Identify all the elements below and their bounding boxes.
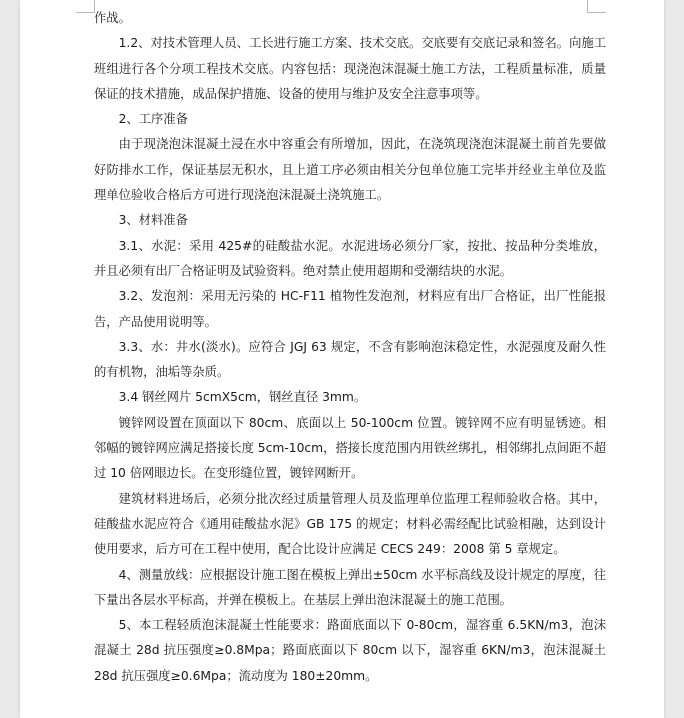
paragraph-technical-briefing: 1.2、对技术管理人员、工长进行施工方案、技术交底。交底要有交底记录和签名。向施工班组进行各个分项工程技术交底。内容包括：现浇泡沫混凝土施工方法，工程质量标准，质量保证的技术措施，成品保护措施、设备的使用与维护及安全注意事项等。 <box>94 36 606 101</box>
page-corner-mark-left <box>76 0 95 13</box>
heading-material-preparation: 3、材料准备 <box>118 213 188 228</box>
paragraph-material-acceptance: 建筑材料进场后，必须分批次经过质量管理人员及监理单位监理工程师验收合格。其中，硅酸盐水泥应符合《通用硅酸盐水泥》GB 175 的规定；材料必需经配比试验相融，达到设计使用要求，后方可在工程中使用，配合比设计应满足 CECS 249：2008 第 5 章规定。 <box>94 491 606 557</box>
paragraph-steel-mesh: 3.4 钢丝网片 5cmX5cm，钢丝直径 3mm。 <box>118 390 367 405</box>
paragraph-foaming-agent: 3.2、发泡剂：采用无污染的 HC-F11 植物性发泡剂，材料应有出厂合格证，出厂性能报告，产品使用说明等。 <box>94 289 606 329</box>
paragraph-process-preparation: 由于现浇泡沫混凝土浸在水中容重会有所增加，因此，在浇筑现浇泡沫混凝土前首先要做好防排水工作，保证基层无积水，且上道工序必须由相关分包单位施工完毕并经业主单位及监理单位验收合格后方可进行现浇泡沫混凝土浇筑施工。 <box>94 137 606 203</box>
heading-process-preparation: 2、工序准备 <box>118 112 188 127</box>
paragraph-continuation: 作战。 <box>94 11 131 25</box>
paragraph-galvanized-mesh: 镀锌网设置在顶面以下 80cm、底面以上 50-100cm 位置。镀锌网不应有明显锈迹。相邻幅的镀锌网应满足搭接长度 5cm-10cm，搭接长度范围内用铁丝绑扎，相邻绑扎点间距不超过 10 倍网眼边长。在变形缝位置，镀锌网断开。 <box>94 415 606 481</box>
document-page[interactable] <box>20 0 664 718</box>
paragraph-cement: 3.1、水泥：采用 425#的硅酸盐水泥。水泥进场必须分厂家，按批、按品种分类堆放，并且必须有出厂合格证明及试验资料。绝对禁止使用超期和受潮结块的水泥。 <box>94 238 606 278</box>
document-body[interactable] <box>94 6 606 689</box>
paragraph-performance-requirements: 5、本工程轻质泡沫混凝土性能要求：路面底面以下 0-80cm，湿容重 6.5KN/m3，泡沫混凝土 28d 抗压强度≥0.8Mpa；路面底面以下 80cm 以下，湿容重 6KN/m3，泡沫混凝土 28d 抗压强度≥0.6Mpa；流动度为 180±20mm。 <box>94 618 606 683</box>
paragraph-surveying: 4、测量放线：应根据设计施工图在模板上弹出±50cm 水平标高线及设计规定的厚度，往下量出各层水平标高，并弹在模板上。在基层上弹出泡沫混凝土的施工范围。 <box>94 567 606 607</box>
paragraph-water: 3.3、水：井水(淡水)。应符合 JGJ 63 规定，不含有影响泡沫稳定性，水泥强度及耐久性的有机物，油垢等杂质。 <box>94 339 606 380</box>
